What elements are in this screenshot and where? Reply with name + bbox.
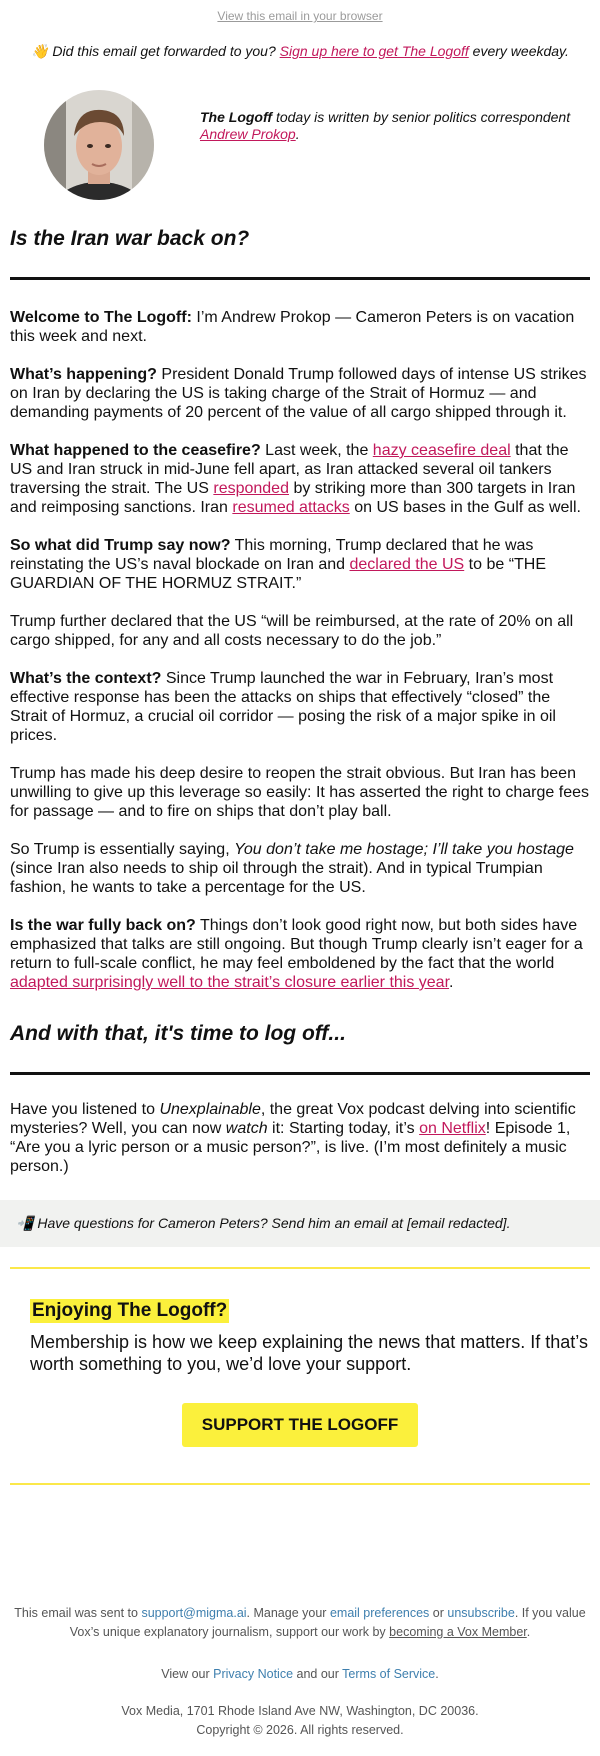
wave-icon: 👋 [31,43,49,59]
text-whats-happening: President Donald Trump followed days of intense US strikes on Iran by declaring the US is taking charge of the Strait of Hormuz — and demanding payments of 20 percent of the value of all cargo shipped through it. [10,366,587,421]
text-watch: watch [225,1120,268,1137]
support-heading: Enjoying The Logoff? [32,1300,228,1321]
lead-welcome: Welcome to The Logoff: [10,309,192,326]
byline-text [200,109,580,143]
forward-notice [0,43,600,65]
author-avatar [44,90,154,200]
newsletter-name: The Logoff [200,109,273,125]
text-unexplainable-4: ! Episode 1, “Are you a lyric person or a music person?”, is live. (I’m most definitely a music person.) [10,1120,571,1175]
footer-sent [0,1604,600,1642]
text-unexplainable-2: , the great Vox podcast delving into scientific mysteries? Well, you can now [10,1101,576,1137]
podcast-name: Unexplainable [159,1101,261,1118]
footer-email-link[interactable]: support@migma.ai [141,1606,247,1620]
view-in-browser-bar [0,0,600,29]
text-ceasefire-3: by striking more than 300 targets in Iran and reimposing sanctions. Iran [10,480,576,516]
logoff-divider [10,1072,590,1075]
text-unexplainable-3: it: Starting today, it’s [272,1120,415,1137]
netflix-link[interactable]: on Netflix [419,1120,486,1137]
footer-and-our: and our [296,1667,339,1681]
support-pitch: Membership is how we keep explaining the news that matters. If that’s worth something to you, we’d love your support. [30,1332,588,1374]
byline-section [0,79,600,219]
email-preferences-link[interactable]: email preferences [329,1606,430,1620]
logoff-heading: And with that, it's time to log off... [10,1022,346,1045]
footer-copyright: Copyright © 2026. All rights reserved. [196,1723,404,1737]
paragraph-reimbursed: Trump further declared that the US “will be reimbursed, at the rate of 20% on all cargo shipped, for any and all costs necessary to do the job.” [10,613,574,649]
footer-manage: . Manage your [246,1606,327,1620]
footer-sent-prefix: This email was sent to [14,1606,138,1620]
forward-suffix: every weekday. [472,43,569,59]
paragraph-ceasefire [10,441,590,517]
paragraph-welcome [10,308,590,346]
paragraph-hostage [10,840,590,897]
forward-prefix: Did this email get forwarded to you? [52,43,276,59]
headline: Is the Iran war back on? [10,227,250,250]
text-welcome: I’m Andrew Prokop — Cameron Peters is on vacation this week and next. [10,309,575,345]
text-war-back-1: Things don’t look good right now, but both sides have emphasized that talks are still ongoing. But though Trump clearly isn’t eager for a return to full-scale conflict, he may feel emboldened by the fact that the world [10,917,583,972]
text-hostage-1: So Trump is essentially saying, [10,841,230,858]
questions-box [0,1200,600,1247]
byline-period: . [295,126,300,142]
ceasefire-deal-link[interactable]: hazy ceasefire deal [372,442,511,459]
vox-member-link[interactable]: becoming a Vox Member [389,1625,527,1639]
text-ceasefire-1: Last week, the [265,442,369,459]
questions-text: Have questions for Cameron Peters? Send him an email at [email redacted]. [37,1215,511,1231]
lead-war-back: Is the war fully back on? [10,917,196,934]
phone-icon: 📲 [16,1215,34,1231]
text-war-back-2: . [449,974,454,991]
footer-legal [0,1665,600,1684]
lead-context: What’s the context? [10,670,162,687]
adapted-link[interactable]: adapted surprisingly well to the strait’s closure earlier this year [10,974,450,991]
paragraph-war-back [10,916,590,992]
text-ceasefire-4: on US bases in the Gulf as well. [354,499,581,516]
footer-period: . [435,1667,439,1681]
paragraph-reopen: Trump has made his deep desire to reopen the strait obvious. But Iran has been unwilling to give up this leverage so easily: It has asserted the right to charge fees for passage — and to fire on ships that don’t play ball. [10,765,589,820]
signup-link[interactable]: Sign up here to get The Logoff [279,43,469,59]
unsubscribe-link[interactable]: unsubscribe [447,1606,515,1620]
view-in-browser-link[interactable]: View this email in your browser [217,9,383,23]
lead-ceasefire: What happened to the ceasefire? [10,442,261,459]
privacy-notice-link[interactable]: Privacy Notice [213,1667,294,1681]
byline-description: today is written by senior politics correspondent [275,109,571,125]
footer-view-our: View our [161,1667,210,1681]
text-context: Since Trump launched the war in February, Iran’s most effective response has been the attacks on ships that effectively “closed” the Strait of Hormuz, a crucial oil corridor — posing the risk of a major spike in oil prices. [10,670,556,744]
headline-divider [10,277,590,280]
terms-link[interactable]: Terms of Service [342,1667,436,1681]
support-button[interactable]: SUPPORT THE LOGOFF [182,1403,418,1447]
text-trump-say-2: to be “THE GUARDIAN OF THE HORMUZ STRAIT.” [10,556,547,592]
footer-or: or [432,1606,444,1620]
lead-whats-happening: What’s happening? [10,366,157,383]
paragraph-unexplainable [10,1100,590,1176]
text-hostage-em: You don’t take me hostage; I’ll take you hostage [234,841,574,858]
text-ceasefire-2: that the US and Iran struck in mid-June fell apart, as Iran attacked several oil tankers traversing the strait. The US [10,442,569,497]
lead-trump-say: So what did Trump say now? [10,537,231,554]
author-link[interactable]: Andrew Prokop [200,126,296,142]
paragraph-context [10,669,590,745]
paragraph-trump-say [10,536,590,593]
footer-value: . If you value Vox’s unique explanatory journalism, support our work by [69,1606,586,1639]
footer-address: Vox Media, 1701 Rhode Island Ave NW, Washington, DC 20036. [121,1704,479,1718]
support-section [10,1267,590,1485]
footer-end: . [526,1625,531,1639]
paragraph-whats-happening [10,365,590,422]
text-hostage-2: (since Iran also needs to ship oil through the strait). And in typical Trumpian fashion, he wants to take a percentage for the US. [10,860,543,896]
declared-us-link[interactable]: declared the US [349,556,465,573]
text-unexplainable-1: Have you listened to [10,1101,155,1118]
resumed-attacks-link[interactable]: resumed attacks [232,499,350,516]
responded-link[interactable]: responded [213,480,289,497]
text-trump-say-1: This morning, Trump declared that he was reinstating the US’s naval blockade on Iran and [10,537,534,573]
article-body [0,308,600,992]
logoff-body [0,1100,600,1176]
